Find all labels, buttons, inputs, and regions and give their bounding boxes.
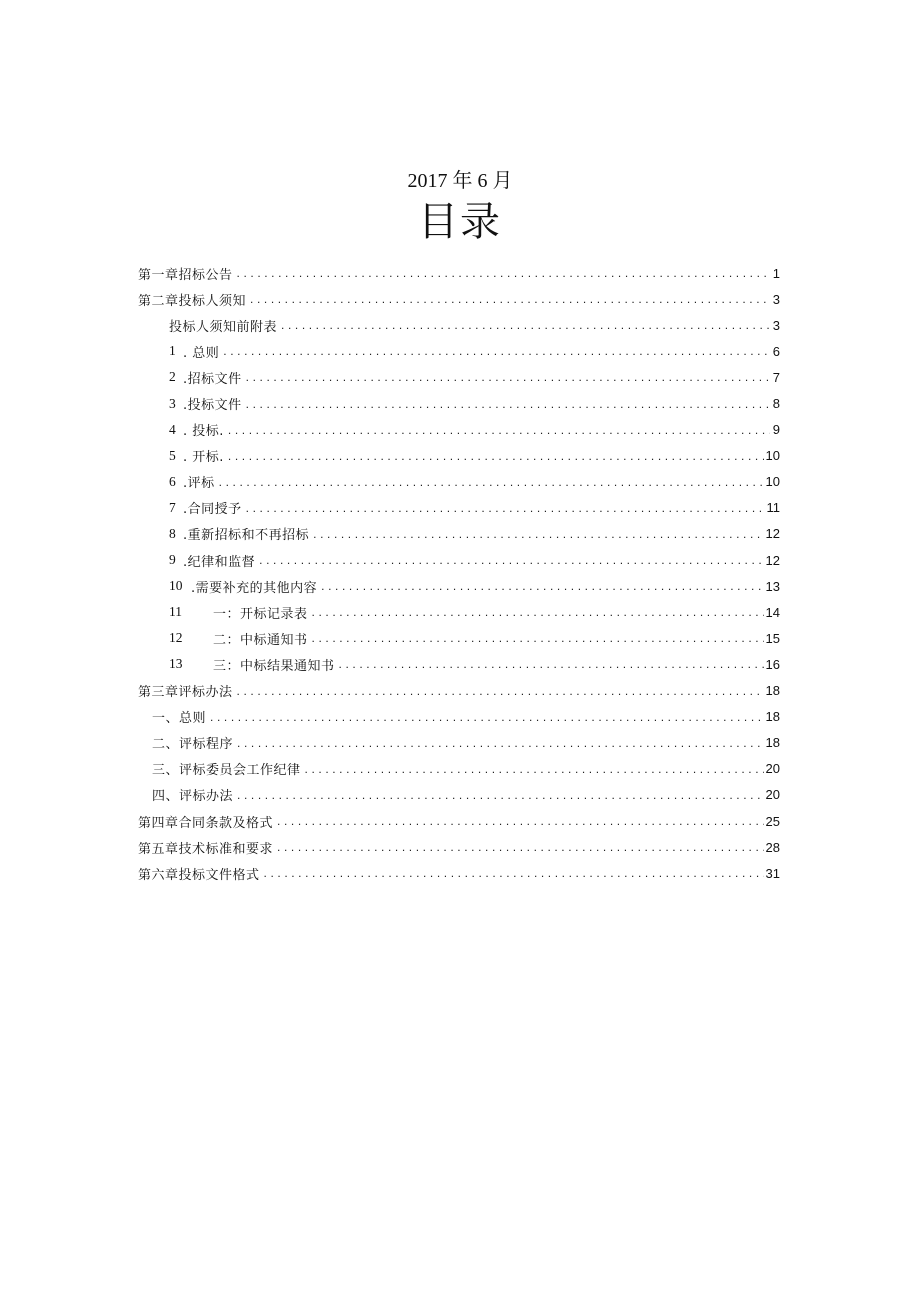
toc-entry-page: 18 xyxy=(765,709,780,725)
toc-entry-label: . 总则 xyxy=(183,345,220,361)
toc-entry-number: 9 xyxy=(169,552,176,568)
toc-entry-page: 12 xyxy=(765,526,780,542)
toc-entry[interactable] xyxy=(138,808,780,834)
toc-entry-label: 一、总则 xyxy=(152,711,207,727)
toc-entry[interactable] xyxy=(138,338,780,364)
toc-entry-page: 3 xyxy=(772,317,780,333)
toc-leader-dots xyxy=(219,476,764,488)
toc-entry[interactable] xyxy=(138,651,780,677)
toc-entry-page: 15 xyxy=(765,630,780,646)
toc-entry-label: 第六章投标文件格式 xyxy=(138,867,260,883)
toc-entry-page: 16 xyxy=(765,656,780,672)
toc-entry-page: 8 xyxy=(772,396,780,412)
toc-entry-number: 6 xyxy=(169,473,176,489)
toc-entry[interactable] xyxy=(138,312,780,338)
toc-entry-label: 四、评标办法 xyxy=(152,789,234,805)
toc-leader-dots xyxy=(228,424,770,436)
toc-entry-page: 14 xyxy=(765,604,780,620)
toc-entry[interactable] xyxy=(138,573,780,599)
toc-entry[interactable] xyxy=(138,756,780,782)
toc-entry-number: 3 xyxy=(169,395,176,411)
toc-entry-page: 10 xyxy=(765,448,780,464)
toc-entry[interactable] xyxy=(138,443,780,469)
toc-entry[interactable] xyxy=(138,495,780,521)
toc-leader-dots xyxy=(281,319,770,331)
toc-leader-dots xyxy=(321,580,763,592)
toc-leader-dots xyxy=(277,815,764,827)
toc-leader-dots xyxy=(223,345,770,357)
toc-leader-dots xyxy=(264,867,764,879)
toc-entry-label: 二：中标通知书 xyxy=(213,632,308,648)
toc-leader-dots xyxy=(210,711,764,723)
toc-entry-label: .评标 xyxy=(183,476,215,492)
toc-leader-dots xyxy=(277,841,764,853)
toc-entry-label: 第四章合同条款及格式 xyxy=(138,815,274,831)
toc-entry[interactable] xyxy=(138,860,780,886)
toc-entry-page: 31 xyxy=(765,865,780,881)
toc-entry-page: 18 xyxy=(765,735,780,751)
toc-leader-dots xyxy=(339,658,764,670)
toc-entry-number: 13 xyxy=(169,656,183,672)
toc-entry-number: 8 xyxy=(169,525,176,541)
toc-entry-number: 7 xyxy=(169,499,176,515)
toc-entry-number: 11 xyxy=(169,604,182,620)
toc-entry-label: . 投标. xyxy=(183,424,224,440)
toc-leader-dots xyxy=(312,632,764,644)
toc-entry[interactable] xyxy=(138,730,780,756)
toc-entry-number: 12 xyxy=(169,630,183,646)
toc-leader-dots xyxy=(259,554,763,566)
toc-entry-page: 25 xyxy=(765,813,780,829)
toc-leader-dots xyxy=(312,606,764,618)
toc-entry-label: .招标文件 xyxy=(183,371,242,387)
toc-title: 目录 xyxy=(418,199,502,245)
toc-leader-dots xyxy=(246,502,765,514)
table-of-contents xyxy=(138,260,780,886)
toc-entry-label: 三、评标委员会工作纪律 xyxy=(152,763,301,779)
toc-leader-dots xyxy=(237,737,764,749)
toc-entry-label: 二、评标程序 xyxy=(152,737,234,753)
toc-leader-dots xyxy=(228,450,764,462)
toc-entry-page: 3 xyxy=(772,291,780,307)
toc-entry[interactable] xyxy=(138,704,780,730)
toc-entry[interactable] xyxy=(138,364,780,390)
toc-entry-page: 9 xyxy=(772,422,780,438)
toc-entry-label: 第一章招标公告 xyxy=(138,267,233,283)
toc-entry[interactable] xyxy=(138,286,780,312)
toc-entry-page: 11 xyxy=(766,500,780,516)
toc-entry[interactable] xyxy=(138,547,780,573)
toc-entry[interactable] xyxy=(138,521,780,547)
toc-entry-page: 28 xyxy=(765,839,780,855)
toc-entry[interactable] xyxy=(138,390,780,416)
toc-leader-dots xyxy=(237,789,764,801)
toc-entry-page: 12 xyxy=(765,552,780,568)
toc-leader-dots xyxy=(237,685,764,697)
toc-leader-dots xyxy=(305,763,764,775)
toc-entry-label: 第五章技术标准和要求 xyxy=(138,841,274,857)
toc-entry-label: 投标人须知前附表 xyxy=(169,319,278,335)
toc-entry-label: .重新招标和不再招标 xyxy=(183,528,310,544)
toc-entry-label: . 开标. xyxy=(183,450,224,466)
toc-entry[interactable] xyxy=(138,469,780,495)
toc-entry[interactable] xyxy=(138,625,780,651)
toc-entry-number: 5 xyxy=(169,447,176,463)
toc-leader-dots xyxy=(250,293,770,305)
toc-entry-label: .合同授予 xyxy=(183,502,242,518)
toc-entry-page: 13 xyxy=(765,578,780,594)
toc-entry-number: 4 xyxy=(169,421,176,437)
toc-entry-label: 第二章投标人须知 xyxy=(138,293,247,309)
toc-leader-dots xyxy=(237,267,770,279)
document-date: 2017 年 6 月 xyxy=(407,170,513,192)
toc-entry[interactable] xyxy=(138,417,780,443)
toc-leader-dots xyxy=(313,528,763,540)
toc-entry-page: 18 xyxy=(765,683,780,699)
toc-entry[interactable] xyxy=(138,599,780,625)
toc-entry-label: .纪律和监督 xyxy=(183,554,256,570)
toc-entry-label: 第三章评标办法 xyxy=(138,685,233,701)
toc-entry-page: 10 xyxy=(765,474,780,490)
toc-entry-label: .投标文件 xyxy=(183,398,242,414)
toc-entry-label: 三：中标结果通知书 xyxy=(213,658,335,674)
toc-entry-number: 1 xyxy=(169,343,176,359)
toc-entry-number: 2 xyxy=(169,369,176,385)
toc-entry-label: 一：开标记录表 xyxy=(213,606,308,622)
toc-entry-label: .需要补充的其他内容 xyxy=(191,580,318,596)
toc-leader-dots xyxy=(246,398,770,410)
toc-entry-page: 6 xyxy=(772,343,780,359)
toc-entry-number: 10 xyxy=(169,578,183,594)
toc-entry[interactable] xyxy=(138,260,780,286)
toc-entry[interactable] xyxy=(138,834,780,860)
toc-entry[interactable] xyxy=(138,782,780,808)
toc-entry-page: 1 xyxy=(772,265,780,281)
toc-entry-page: 20 xyxy=(765,787,780,803)
toc-entry-page: 20 xyxy=(765,761,780,777)
toc-entry[interactable] xyxy=(138,678,780,704)
toc-entry-page: 7 xyxy=(772,369,780,385)
toc-leader-dots xyxy=(246,371,770,383)
